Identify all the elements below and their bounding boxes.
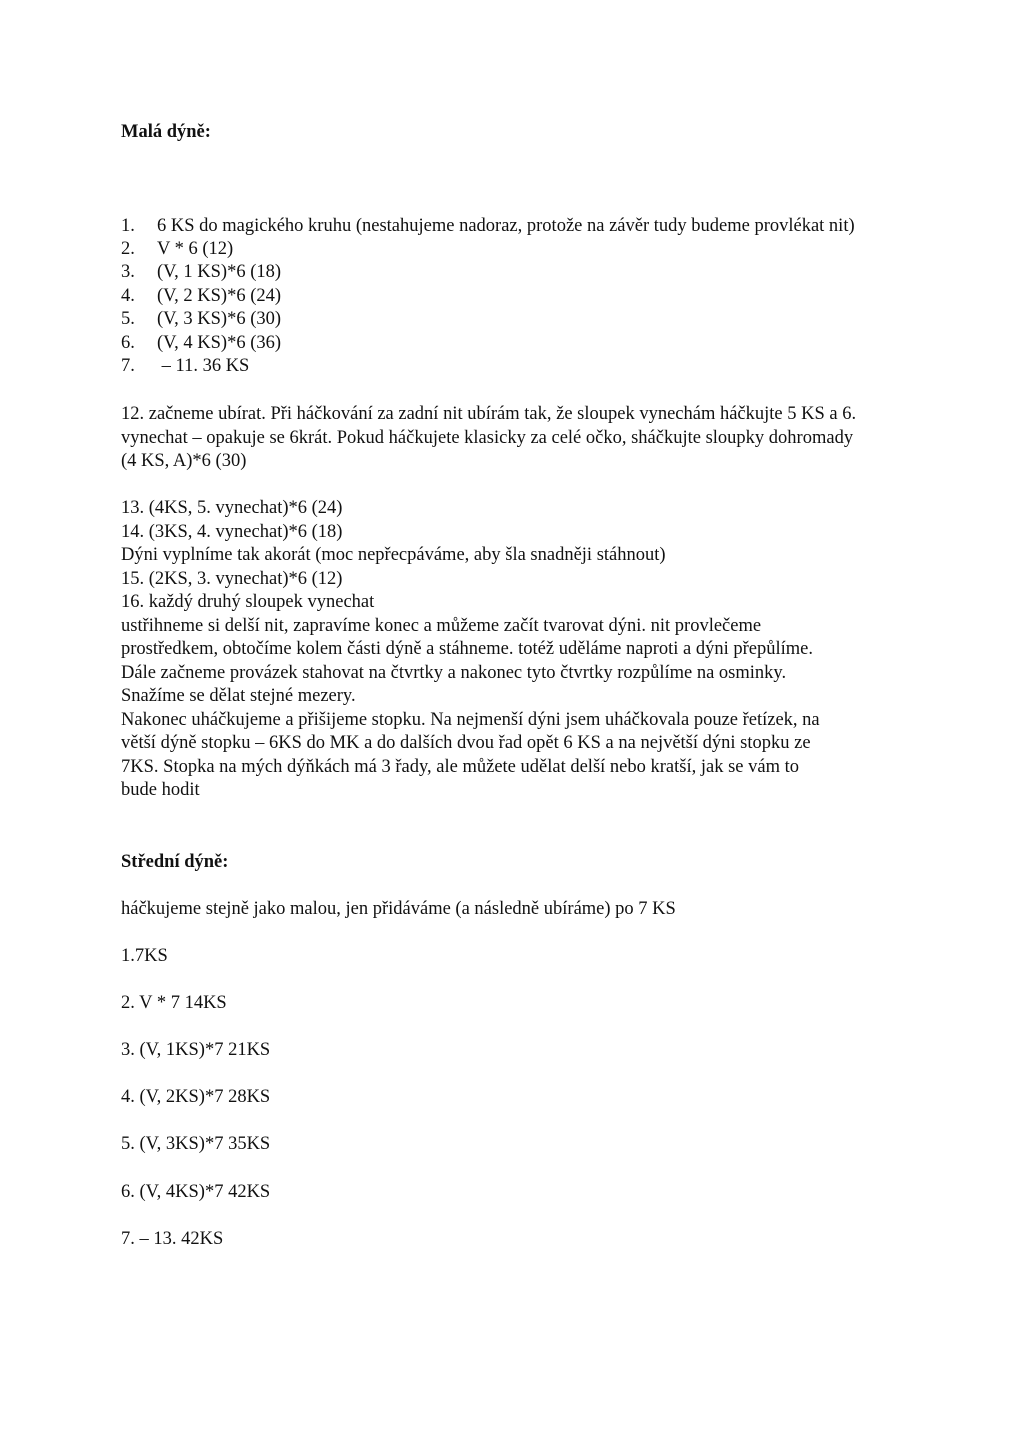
list-text: (V, 2 KS)*6 (24) — [157, 286, 282, 306]
list-text: – 11. 36 KS — [157, 356, 250, 376]
paragraph-line: ustřihneme si delší nit, zapravíme konec a můžeme začít tvarovat dýni. nit provlečeme — [121, 616, 762, 636]
row-line: 5. (V, 3KS)*7 35KS — [121, 1134, 271, 1154]
paragraph-line: 12. začneme ubírat. Při háčkování za zadní nit ubírám tak, že sloupek vynechám háčkujte 5 KS a 6. — [121, 404, 857, 424]
row-line: 4. (V, 2KS)*7 28KS — [121, 1087, 271, 1107]
list-text: 6 KS do magického kruhu (nestahujeme nadoraz, protože na závěr tudy budeme provlékat nit) — [157, 216, 855, 236]
paragraph-line: Dále začneme provázek stahovat na čtvrtky a nakonec tyto čtvrtky rozpůlíme na osminky. — [121, 663, 787, 683]
paragraph-line: Dýni vyplníme tak akorát (moc nepřecpáváme, aby šla snadněji stáhnout) — [121, 545, 666, 565]
paragraph-line: Nakonec uháčkujeme a přišijeme stopku. Na nejmenší dýni jsem uháčkovala pouze řetízek, na — [121, 710, 820, 730]
row-line: 7. – 13. 42KS — [121, 1229, 224, 1249]
paragraph-line: háčkujeme stejně jako malou, jen přidáváme (a následně ubíráme) po 7 KS — [121, 899, 676, 919]
paragraph-line: 16. každý druhý sloupek vynechat — [121, 592, 375, 612]
list-number: 5. — [121, 309, 135, 329]
list-text: V * 6 (12) — [157, 239, 234, 259]
paragraph-line: 14. (3KS, 4. vynechat)*6 (18) — [121, 522, 343, 542]
list-item — [121, 355, 249, 378]
paragraph-line: 15. (2KS, 3. vynechat)*6 (12) — [121, 569, 343, 589]
list-number: 2. — [121, 239, 135, 259]
row-line: 6. (V, 4KS)*7 42KS — [121, 1182, 271, 1202]
row-line: 2. V * 7 14KS — [121, 993, 227, 1013]
paragraph-line: vynechat – opakuje se 6krát. Pokud háčkujete klasicky za celé očko, sháčkujte sloupky dohromady — [121, 428, 854, 448]
paragraph-line: bude hodit — [121, 780, 200, 800]
list-text: (V, 1 KS)*6 (18) — [157, 262, 282, 282]
list-item — [121, 261, 281, 284]
list-number: 3. — [121, 262, 135, 282]
list-item — [121, 238, 233, 261]
paragraph-line: (4 KS, A)*6 (30) — [121, 451, 247, 471]
list-number: 7. — [121, 356, 135, 376]
paragraph-line: Snažíme se dělat stejné mezery. — [121, 686, 356, 706]
list-number: 4. — [121, 286, 135, 306]
row-line: 3. (V, 1KS)*7 21KS — [121, 1040, 271, 1060]
list-text: (V, 4 KS)*6 (36) — [157, 333, 282, 353]
paragraph-line: prostředkem, obtočíme kolem části dýně a stáhneme. totéž uděláme naproti a dýni přepůlíme. — [121, 639, 813, 659]
list-number: 6. — [121, 333, 135, 353]
list-number: 1. — [121, 216, 135, 236]
paragraph-line: 7KS. Stopka na mých dýňkách má 3 řady, ale můžete udělat delší nebo kratší, jak se vám to — [121, 757, 799, 777]
list-item — [121, 215, 855, 238]
list-text: (V, 3 KS)*6 (30) — [157, 309, 282, 329]
row-line: 1.7KS — [121, 946, 168, 966]
list-item — [121, 308, 281, 331]
list-item — [121, 332, 281, 355]
paragraph-line: větší dýně stopku – 6KS do MK a do dalších dvou řad opět 6 KS a na největší dýni stopku ze — [121, 733, 811, 753]
list-item — [121, 285, 281, 308]
paragraph-line: 13. (4KS, 5. vynechat)*6 (24) — [121, 498, 343, 518]
heading-small-pumpkin: Malá dýně: — [121, 122, 211, 142]
heading-medium-pumpkin: Střední dýně: — [121, 852, 229, 872]
